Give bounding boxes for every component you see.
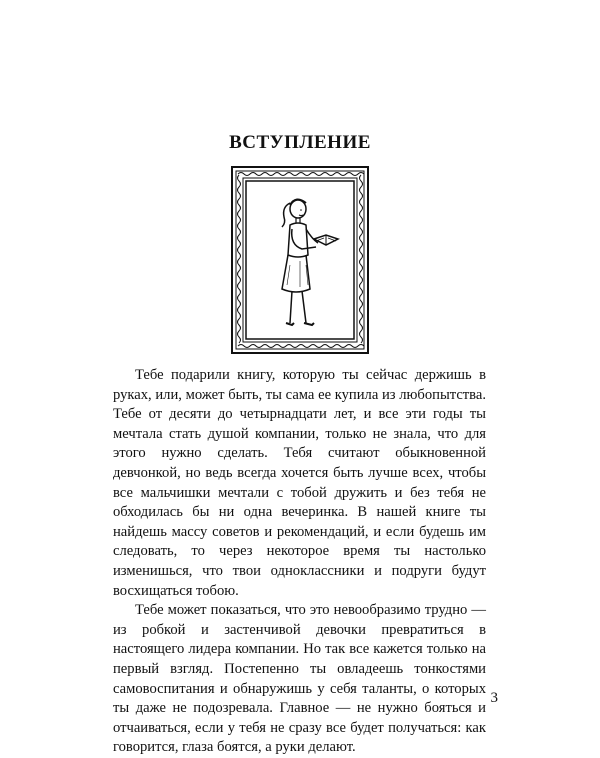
page-title: ВСТУПЛЕНИЕ [229, 132, 371, 153]
illustration-frame [230, 165, 370, 355]
body-text [113, 366, 486, 758]
paragraph: Тебе подарили книгу, которую ты сейчас держишь в руках, или, может быть, ты сама ее купила из любопытства. Тебе от десяти до четырнадцати лет, и все эти годы ты мечтала стать душой компании, только не знала, что для этого нужно сделать. Тебя считают обыкновенной девчонкой, но ведь всегда хочется быть лучше всех, чтобы все мальчишки мечтали с тобой дружить и без тебя не обходилась бы ни одна вечеринка. В нашей книге ты найдешь массу советов и рекомендаций, и если будешь им следовать, то через некоторое время ты настолько изменишься, что твои одноклассники и подруги будут восхищаться тобою. [113, 367, 486, 599]
page-number: 3 [490, 690, 498, 706]
paragraph: Тебе может показаться, что это невообразимо трудно — из робкой и застенчивой девочки превратиться в настоящего лидера компании. Но так все кажется только на первый взгляд. Постепенно ты овладеешь тонкостями самовоспитания и обнаружишь у себя таланты, о которых ты даже не подозревала. Главное — не нужно бояться и отчаиваться, если у тебя не сразу все будет получаться: как говорится, глаза боятся, а руки делают. [113, 602, 486, 756]
girl-reading-book-illustration [230, 165, 370, 355]
